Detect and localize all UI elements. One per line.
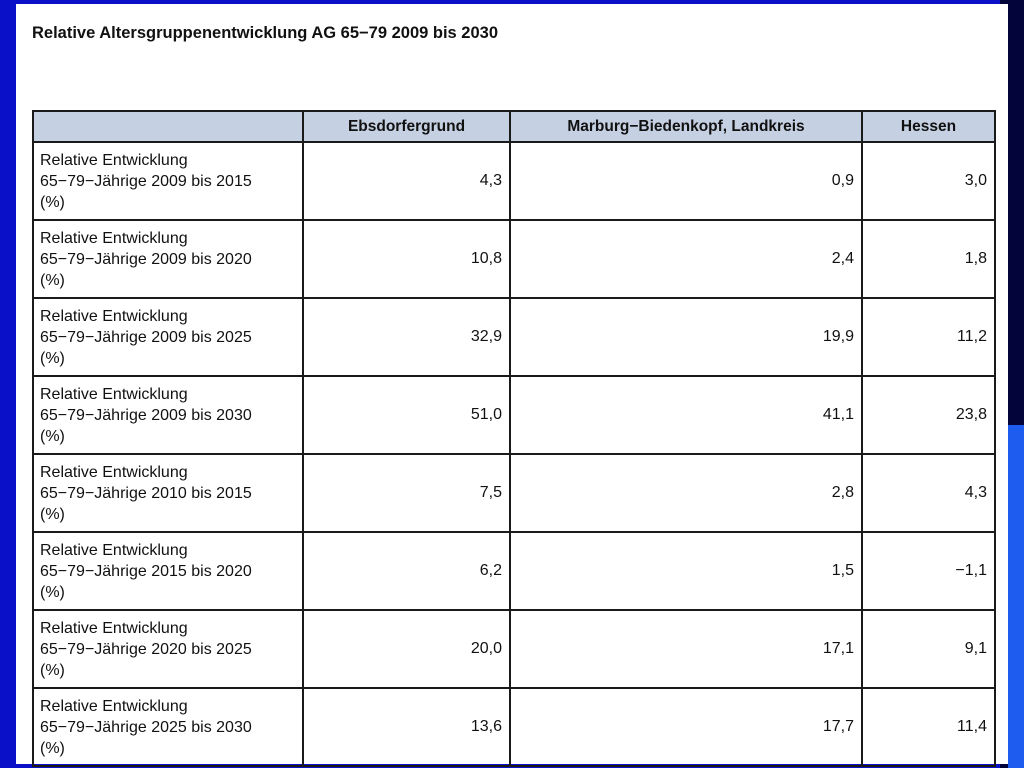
table-row xyxy=(33,610,995,688)
row-label-line: (%) xyxy=(40,505,65,523)
row-label xyxy=(33,298,303,376)
cell-ebsdorfergrund: 6,2 xyxy=(303,532,510,610)
row-label-line: Relative Entwicklung xyxy=(40,151,188,169)
cell-ebsdorfergrund: 10,8 xyxy=(303,220,510,298)
cell-hessen: 11,2 xyxy=(862,298,995,376)
column-header-hessen: Hessen xyxy=(862,111,995,142)
row-label-line: (%) xyxy=(40,193,65,211)
column-header-ebsdorfergrund: Ebsdorfergrund xyxy=(303,111,510,142)
row-label-line: Relative Entwicklung xyxy=(40,307,188,325)
row-label-line: 65−79−Jährige 2009 bis 2025 xyxy=(40,328,252,346)
row-label-line: 65−79−Jährige 2009 bis 2030 xyxy=(40,406,252,424)
row-label xyxy=(33,610,303,688)
cell-ebsdorfergrund: 4,3 xyxy=(303,142,510,220)
row-label xyxy=(33,220,303,298)
row-label-line: (%) xyxy=(40,349,65,367)
cell-marburg-biedenkopf: 41,1 xyxy=(510,376,862,454)
row-label xyxy=(33,142,303,220)
cell-hessen: 9,1 xyxy=(862,610,995,688)
table-header-row xyxy=(33,111,995,142)
cell-ebsdorfergrund: 13,6 xyxy=(303,688,510,766)
row-label-line: 65−79−Jährige 2025 bis 2030 xyxy=(40,718,252,736)
document-title: Relative Altersgruppenentwicklung AG 65−79 2009 bis 2030 xyxy=(32,24,499,42)
slide-border-accent xyxy=(1008,425,1024,768)
table-row xyxy=(33,298,995,376)
cell-ebsdorfergrund: 20,0 xyxy=(303,610,510,688)
row-label-line: 65−79−Jährige 2009 bis 2020 xyxy=(40,250,252,268)
table-row xyxy=(33,454,995,532)
row-label-line: (%) xyxy=(40,739,65,757)
row-label-line: Relative Entwicklung xyxy=(40,385,188,403)
row-label-line: (%) xyxy=(40,583,65,601)
row-label-line: (%) xyxy=(40,271,65,289)
row-label-line: 65−79−Jährige 2009 bis 2015 xyxy=(40,172,252,190)
row-label-line: 65−79−Jährige 2010 bis 2015 xyxy=(40,484,252,502)
cell-hessen: −1,1 xyxy=(862,532,995,610)
row-label-line: Relative Entwicklung xyxy=(40,541,188,559)
cell-marburg-biedenkopf: 17,1 xyxy=(510,610,862,688)
cell-hessen: 23,8 xyxy=(862,376,995,454)
cell-ebsdorfergrund: 7,5 xyxy=(303,454,510,532)
cell-marburg-biedenkopf: 2,8 xyxy=(510,454,862,532)
column-header-marburg-biedenkopf: Marburg−Biedenkopf, Landkreis xyxy=(510,111,862,142)
row-label-line: Relative Entwicklung xyxy=(40,463,188,481)
table-row xyxy=(33,376,995,454)
row-label xyxy=(33,376,303,454)
row-label-line: Relative Entwicklung xyxy=(40,229,188,247)
row-label-line: Relative Entwicklung xyxy=(40,619,188,637)
row-label-line: 65−79−Jährige 2020 bis 2025 xyxy=(40,640,252,658)
cell-hessen: 4,3 xyxy=(862,454,995,532)
cell-marburg-biedenkopf: 1,5 xyxy=(510,532,862,610)
cell-hessen: 1,8 xyxy=(862,220,995,298)
cell-ebsdorfergrund: 32,9 xyxy=(303,298,510,376)
document-sheet xyxy=(16,4,1008,764)
row-label-line: (%) xyxy=(40,427,65,445)
table-row xyxy=(33,220,995,298)
row-label-line: (%) xyxy=(40,661,65,679)
cell-hessen: 11,4 xyxy=(862,688,995,766)
row-label xyxy=(33,454,303,532)
cell-marburg-biedenkopf: 0,9 xyxy=(510,142,862,220)
row-label-line: 65−79−Jährige 2015 bis 2020 xyxy=(40,562,252,580)
data-table xyxy=(32,110,996,767)
cell-hessen: 3,0 xyxy=(862,142,995,220)
cell-marburg-biedenkopf: 19,9 xyxy=(510,298,862,376)
cell-marburg-biedenkopf: 2,4 xyxy=(510,220,862,298)
table-row xyxy=(33,532,995,610)
cell-ebsdorfergrund: 51,0 xyxy=(303,376,510,454)
row-label-line: Relative Entwicklung xyxy=(40,697,188,715)
cell-marburg-biedenkopf: 17,7 xyxy=(510,688,862,766)
table-row xyxy=(33,688,995,766)
row-label xyxy=(33,532,303,610)
table-row xyxy=(33,142,995,220)
row-label xyxy=(33,688,303,766)
column-header-label xyxy=(33,111,303,142)
